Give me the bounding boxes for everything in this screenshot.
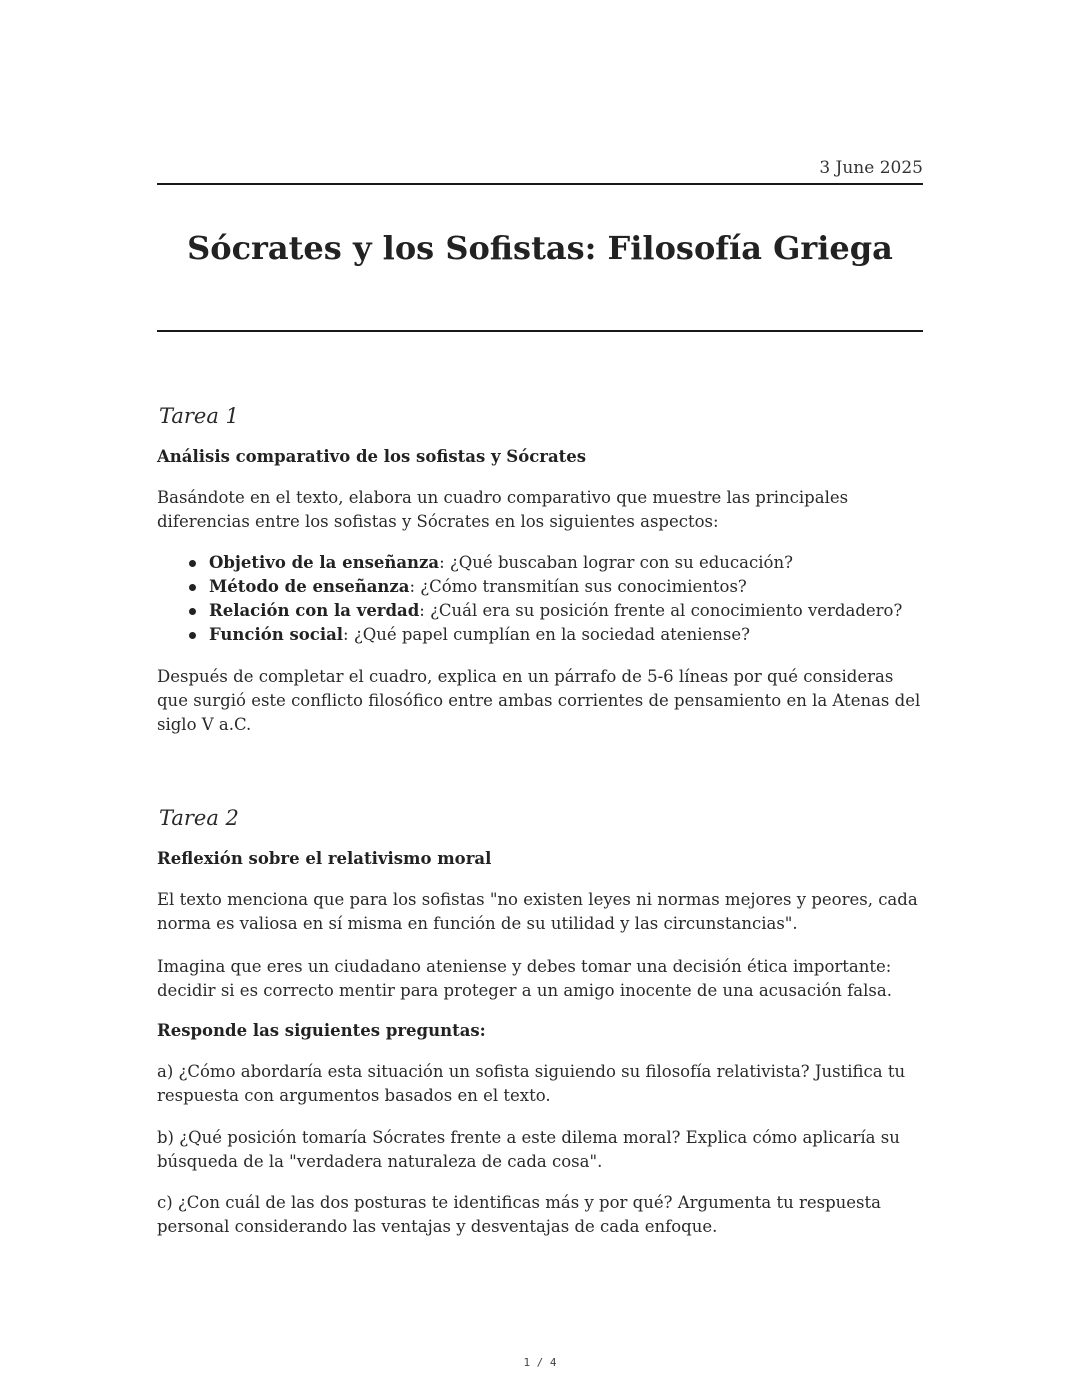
document-date: 3 June 2025: [819, 158, 923, 178]
bullet-term: Método de enseñanza: [209, 577, 410, 596]
question-b: b) ¿Qué posición tomaría Sócrates frente a este dilema moral? Explica cómo aplicaría su búsqueda de la "verdadera naturaleza de cada cosa".: [157, 1128, 900, 1171]
list-item: [157, 575, 902, 599]
bullet-text: : ¿Qué papel cumplían en la sociedad ateniense?: [343, 625, 750, 644]
bullet-term: Función social: [209, 625, 344, 644]
title-rule: [157, 330, 923, 332]
task-2-questions-heading: Responde las siguientes preguntas:: [157, 1021, 486, 1040]
header-rule: [157, 183, 923, 185]
question-a: a) ¿Cómo abordaría esta situación un sofista siguiendo su filosofía relativista? Justifica tu respuesta con argumentos basados en el texto.: [157, 1062, 906, 1105]
task-1-heading: Tarea 1: [159, 404, 239, 428]
bullet-icon: [189, 584, 196, 591]
task-1-subheading: Análisis comparativo de los sofistas y Sócrates: [157, 447, 587, 466]
page-title: Sócrates y los Sofistas: Filosofía Griega: [187, 229, 893, 267]
bullet-text: : ¿Qué buscaban lograr con su educación?: [439, 553, 793, 572]
page-number: 1 / 4: [523, 1356, 557, 1369]
list-item: [157, 623, 902, 647]
task-1-intro: Basándote en el texto, elabora un cuadro comparativo que muestre las principales diferencias entre los sofistas y Sócrates en los siguientes aspectos:: [157, 488, 849, 531]
bullet-term: Objetivo de la enseñanza: [209, 553, 440, 572]
task-2-scenario: Imagina que eres un ciudadano ateniense y debes tomar una decisión ética importante: decidir si es correcto mentir para proteger a un amigo inocente de una acusación falsa.: [157, 957, 892, 1000]
bullet-text: : ¿Cuál era su posición frente al conocimiento verdadero?: [419, 601, 903, 620]
task-2-quote-paragraph: El texto menciona que para los sofistas "no existen leyes ni normas mejores y peores, cada norma es valiosa en sí misma en función de su utilidad y las circunstancias".: [157, 890, 918, 933]
list-item: [157, 599, 902, 623]
list-item: [157, 551, 902, 575]
task-2-heading: Tarea 2: [159, 806, 239, 830]
bullet-icon: [189, 608, 196, 615]
bullet-icon: [189, 632, 196, 639]
bullet-text: : ¿Cómo transmitían sus conocimientos?: [409, 577, 747, 596]
question-c: c) ¿Con cuál de las dos posturas te identificas más y por qué? Argumenta tu respuesta personal considerando las ventajas y desventajas de cada enfoque.: [157, 1193, 881, 1236]
task-2-subheading: Reflexión sobre el relativismo moral: [157, 849, 492, 868]
document-page: [157, 0, 923, 1397]
task-1-closing: Después de completar el cuadro, explica en un párrafo de 5-6 líneas por qué consideras que surgió este conflicto filosófico entre ambas corrientes de pensamiento en la Atenas del siglo V a.C.: [157, 667, 921, 734]
bullet-icon: [189, 560, 196, 567]
task-1-bullet-list: [157, 551, 902, 647]
bullet-term: Relación con la verdad: [209, 601, 420, 620]
